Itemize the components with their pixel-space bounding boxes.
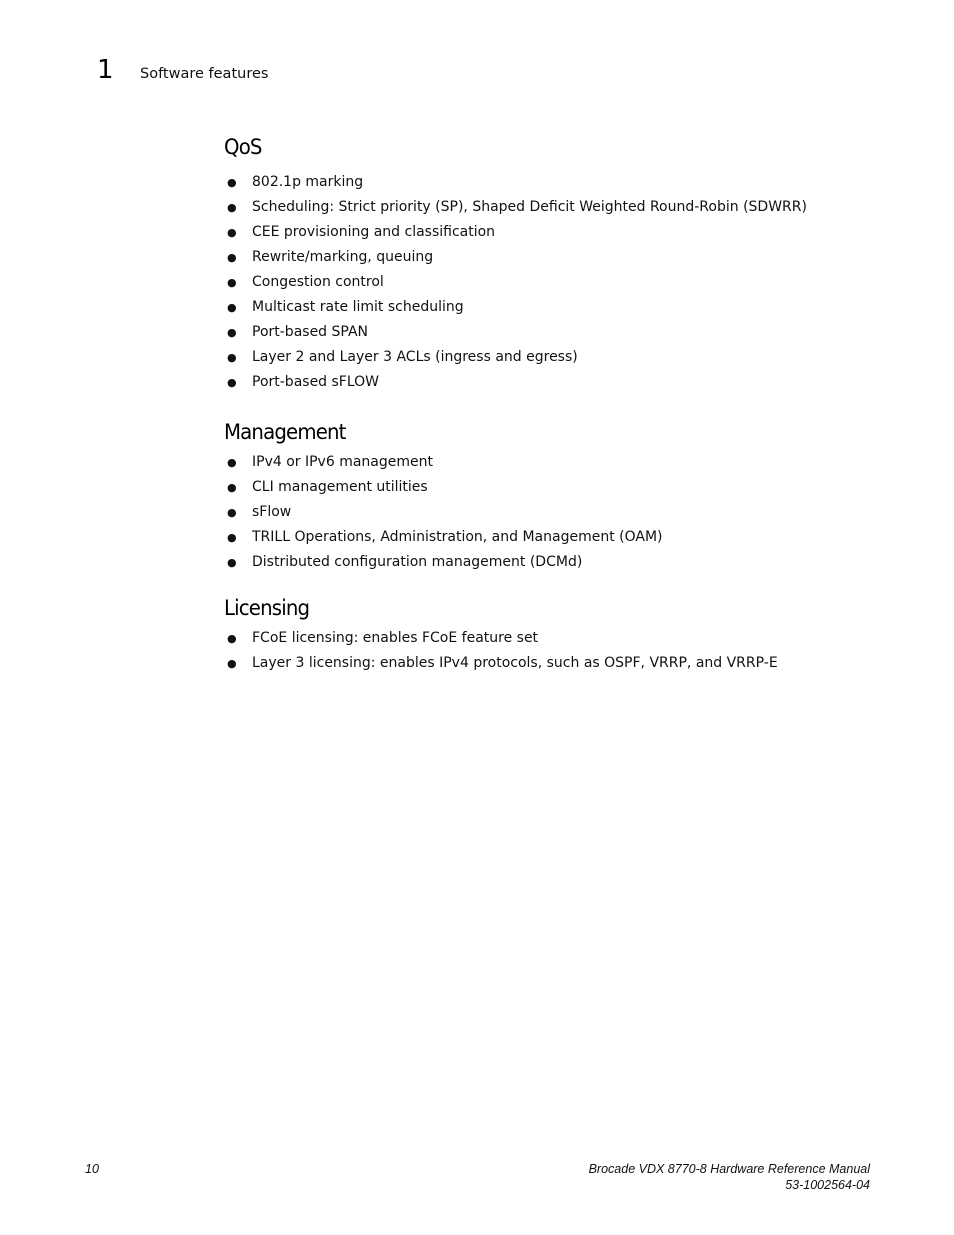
- list-item-text: Scheduling: Strict priority (SP), Shaped Deficit Weighted Round-Robin (SDWRR): [252, 199, 807, 215]
- section-title-qos: QoS: [224, 135, 262, 159]
- bullet-icon: ●: [227, 376, 237, 389]
- section-management: [224, 415, 864, 575]
- list-item: [224, 245, 864, 270]
- list-item: [224, 525, 864, 550]
- footer-manual-title: Brocade VDX 8770-8 Hardware Reference Manual: [588, 1162, 870, 1176]
- list-item: [224, 195, 864, 220]
- list-item-text: Rewrite/marking, queuing: [252, 249, 434, 265]
- chapter-title: Software features: [140, 66, 269, 82]
- list-item: [224, 450, 864, 475]
- list-item: [224, 345, 864, 370]
- bullet-icon: ●: [227, 251, 237, 264]
- section-title-management: Management: [224, 420, 346, 444]
- bullet-icon: ●: [227, 506, 237, 519]
- bullet-icon: ●: [227, 556, 237, 569]
- list-item-text: CEE provisioning and classification: [252, 224, 496, 240]
- section-qos: [224, 130, 864, 395]
- list-item-text: 802.1p marking: [252, 174, 364, 190]
- list-item: [224, 320, 864, 345]
- list-item-text: Congestion control: [252, 274, 384, 290]
- footer-document-number: 53-1002564-04: [785, 1178, 870, 1192]
- list-item: [224, 550, 864, 575]
- list-item-text: IPv4 or IPv6 management: [252, 454, 433, 470]
- list-item: [224, 651, 864, 676]
- section-licensing: [224, 591, 864, 676]
- bullet-icon: ●: [227, 657, 237, 670]
- list-item-text: Multicast rate limit scheduling: [252, 299, 464, 315]
- list-item-text: Layer 2 and Layer 3 ACLs (ingress and egress): [252, 349, 578, 365]
- footer-page-number: 10: [85, 1162, 99, 1176]
- footer-manual-info: [589, 1161, 870, 1193]
- bullet-icon: ●: [227, 531, 237, 544]
- list-item: [224, 170, 864, 195]
- bullet-icon: ●: [227, 276, 237, 289]
- bullet-icon: ●: [227, 632, 237, 645]
- chapter-number: 1: [97, 55, 114, 85]
- list-item-text: CLI management utilities: [252, 479, 428, 495]
- list-item: [224, 500, 864, 525]
- list-item-text: Port-based sFLOW: [252, 374, 380, 390]
- list-item-text: Port-based SPAN: [252, 324, 368, 340]
- bullet-list-management: [224, 450, 864, 575]
- list-item-text: FCoE licensing: enables FCoE feature set: [252, 630, 539, 646]
- list-item: [224, 475, 864, 500]
- page-content: [224, 130, 864, 676]
- bullet-icon: ●: [227, 456, 237, 469]
- list-item: [224, 295, 864, 320]
- section-title-licensing: Licensing: [224, 596, 310, 620]
- bullet-icon: ●: [227, 326, 237, 339]
- bullet-list-licensing: [224, 626, 864, 676]
- bullet-list-qos: [224, 170, 864, 395]
- list-item-text: sFlow: [252, 504, 292, 520]
- bullet-icon: ●: [227, 201, 237, 214]
- list-item: [224, 626, 864, 651]
- list-item: [224, 270, 864, 295]
- bullet-icon: ●: [227, 176, 237, 189]
- list-item-text: Distributed configuration management (DCMd): [252, 554, 583, 570]
- bullet-icon: ●: [227, 351, 237, 364]
- bullet-icon: ●: [227, 481, 237, 494]
- list-item: [224, 370, 864, 395]
- list-item-text: Layer 3 licensing: enables IPv4 protocols, such as OSPF, VRRP, and VRRP-E: [252, 655, 778, 671]
- bullet-icon: ●: [227, 226, 237, 239]
- bullet-icon: ●: [227, 301, 237, 314]
- list-item-text: TRILL Operations, Administration, and Management (OAM): [252, 529, 663, 545]
- list-item: [224, 220, 864, 245]
